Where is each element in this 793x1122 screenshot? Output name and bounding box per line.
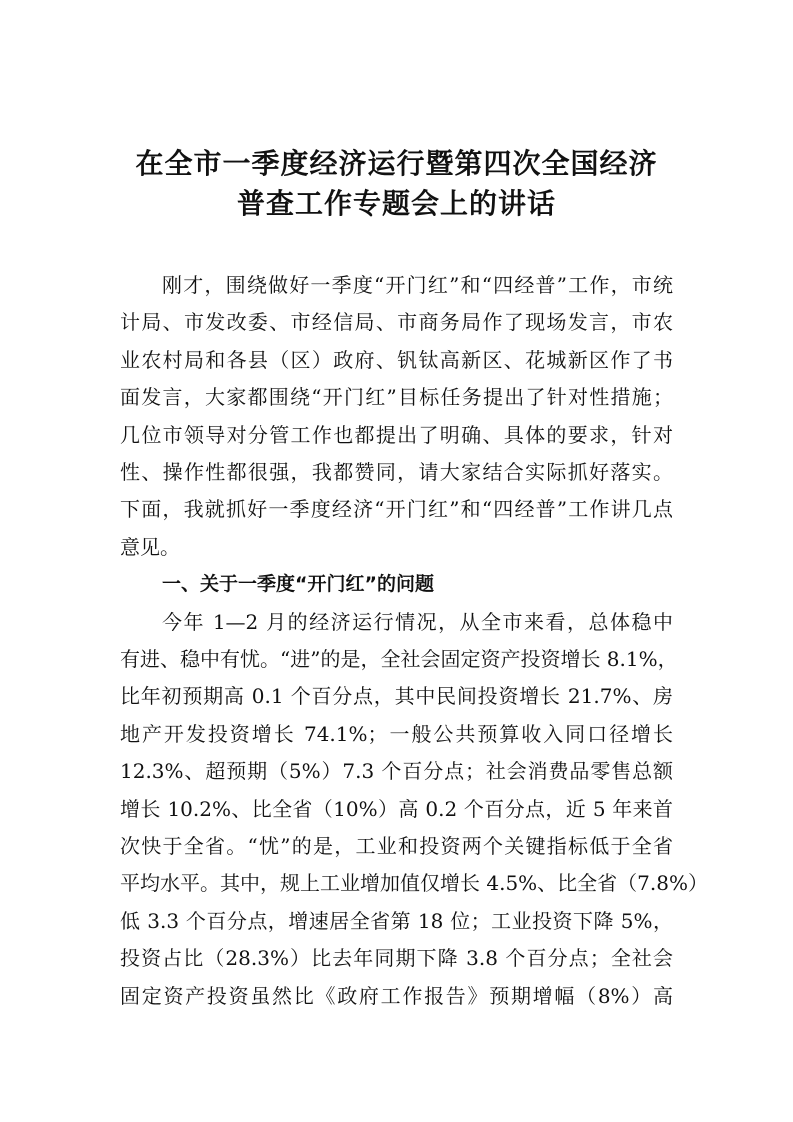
paragraph-line: 平均水平。其中，规上工业增加值仅增长 4.5%、比全省（7.8%） [120,871,708,896]
paragraph-line: 性、操作性都很强，我都赞同，请大家结合实际抓好落实。 [120,460,673,484]
paragraph-line: 刚才，围绕做好一季度“开门红”和“四经普”工作，市统 [162,273,673,297]
paragraph-line: 今年 1—2 月的经济运行情况，从全市来看，总体稳中 [162,609,673,634]
document-title-line-1: 在全市一季度经济运行暨第四次全国经济 [135,147,658,180]
paragraph-line: 几位市领导对分管工作也都提出了明确、具体的要求，针对 [120,422,673,447]
paragraph-line: 意见。 [120,534,180,559]
paragraph-line: 计局、市发改委、市经信局、市商务局作了现场发言，市农 [120,310,673,335]
document-title-line-2: 普查工作专题会上的讲话 [236,187,556,220]
paragraph-line: 比年初预期高 0.1 个百分点，其中民间投资增长 21.7%、房 [120,684,673,709]
section-heading: 一、关于一季度“开门红”的问题 [162,573,434,596]
paragraph-line: 业农村局和各县（区）政府、钒钛高新区、花城新区作了书 [120,347,673,372]
paragraph-line: 次快于全省。“忧”的是，工业和投资两个关键指标低于全省 [120,834,673,858]
paragraph-line: 12.3%、超预期（5%）7.3 个百分点；社会消费品零售总额 [120,759,673,784]
paragraph-line: 投资占比（28.3%）比去年同期下降 3.8 个百分点；全社会 [120,946,673,971]
paragraph-line: 固定资产投资虽然比《政府工作报告》预期增幅（8%）高 [120,983,673,1008]
paragraph-line: 面发言，大家都围绕“开门红”目标任务提出了针对性措施； [120,385,673,410]
paragraph-line: 有进、稳中有忧。“进”的是，全社会固定资产投资增长 8.1%， [120,647,678,671]
paragraph-line: 地产开发投资增长 74.1%；一般公共预算收入同口径增长 [120,721,673,746]
paragraph-line: 下面，我就抓好一季度经济“开门红”和“四经普”工作讲几点 [120,497,673,522]
paragraph-line: 低 3.3 个百分点，增速居全省第 18 位；工业投资下降 5%， [120,908,673,933]
paragraph-line: 增长 10.2%、比全省（10%）高 0.2 个百分点，近 5 年来首 [120,796,673,821]
